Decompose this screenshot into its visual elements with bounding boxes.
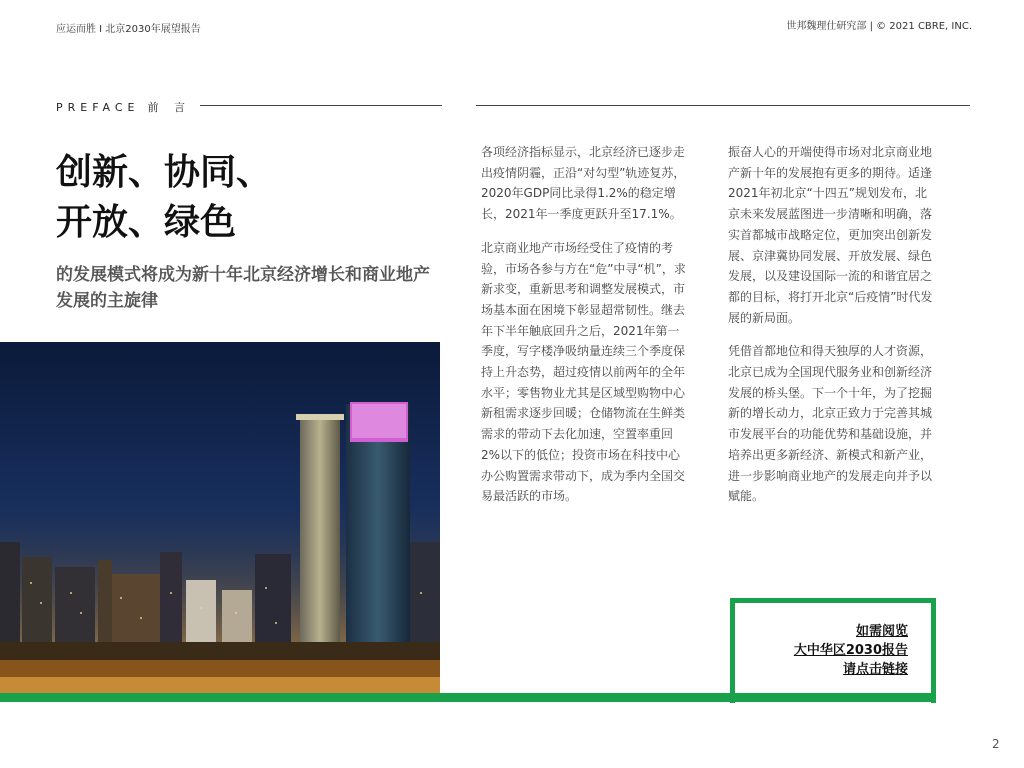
col2-paragraph-1: 振奋人心的开端使得市场对北京商业地产新十年的发展抱有更多的期待。适逢2021年初北京“十四五”规划发布，北京未来发展蓝图进一步清晰和明确，落实首都城市战略定位，更加突出创新发展、京津冀协同发展、开放发展、绿色发展，以及建设国际一流的和谐宜居之都的目标，将打开北京“后疫情”时代发展的新局面。 xyxy=(728,145,933,325)
report-link[interactable] xyxy=(760,622,908,679)
beijing-night-skyline-photo xyxy=(0,342,440,694)
page-subtitle: 的发展模式将成为新十年北京经济增长和商业地产发展的主旋律 xyxy=(56,265,430,311)
page-number: 2 xyxy=(992,737,1000,751)
section-rule-left xyxy=(200,105,442,106)
preface-label-en: PREFACE xyxy=(56,101,140,114)
col1-paragraph-1: 各项经济指标显示，北京经济已逐步走出疫情阴霾，正沿“对勾型”轨迹复苏，2020年GDP同比录得1.2%的稳定增长，2021年一季度更跃升至17.1%。 xyxy=(481,145,686,222)
page-title-line-2: 开放、绿色 xyxy=(56,202,237,243)
preface-label-cn: 前 言 xyxy=(147,101,192,114)
header-publisher: 世邦魏理仕研究部 | © 2021 CBRE, INC. xyxy=(786,21,972,32)
col1-paragraph-2: 北京商业地产市场经受住了疫情的考验，市场各参与方在“危”中寻“机”，求新求变，重新思考和调整发展模式，市场基本面在困境下彰显超常韧性。继去年下半年触底回升之后，2021年第一季度，写字楼净吸纳量连续三个季度保持上升态势，超过疫情以前两年的全年水平；零售物业尤其是区域型购物中心新租需求逐步回暖；仓储物流在生鲜类需求的带动下去化加速，空置率重回2%以下的低位；投资市场在科技中心办公购置需求带动下，成为季内全国交易最活跃的市场。 xyxy=(481,240,686,504)
body-column-1 xyxy=(481,142,689,520)
section-rule-right xyxy=(476,105,970,106)
col2-paragraph-2: 凭借首都地位和得天独厚的人才资源，北京已成为全国现代服务业和创新经济发展的桥头堡。下一个十年，为了挖掘新的增长动力，北京正致力于完善其城市发展平台的功能优势和基础设施，并培养出更多新经济、新模式和新产业，进一步影响商业地产的发展走向并予以赋能。 xyxy=(728,344,933,504)
header-report-title: 应运而胜 I 北京2030年展望报告 xyxy=(56,24,201,35)
body-column-2 xyxy=(728,142,936,520)
preface-label xyxy=(56,99,191,115)
page-title xyxy=(56,148,272,248)
report-link-line-2[interactable]: 大中华区2030报告 xyxy=(793,643,908,658)
page-title-line-1: 创新、协同、 xyxy=(56,152,273,193)
report-link-line-3[interactable]: 请点击链接 xyxy=(842,662,908,677)
footer-accent-bar xyxy=(0,693,935,702)
report-link-line-1[interactable]: 如需阅览 xyxy=(855,624,908,639)
